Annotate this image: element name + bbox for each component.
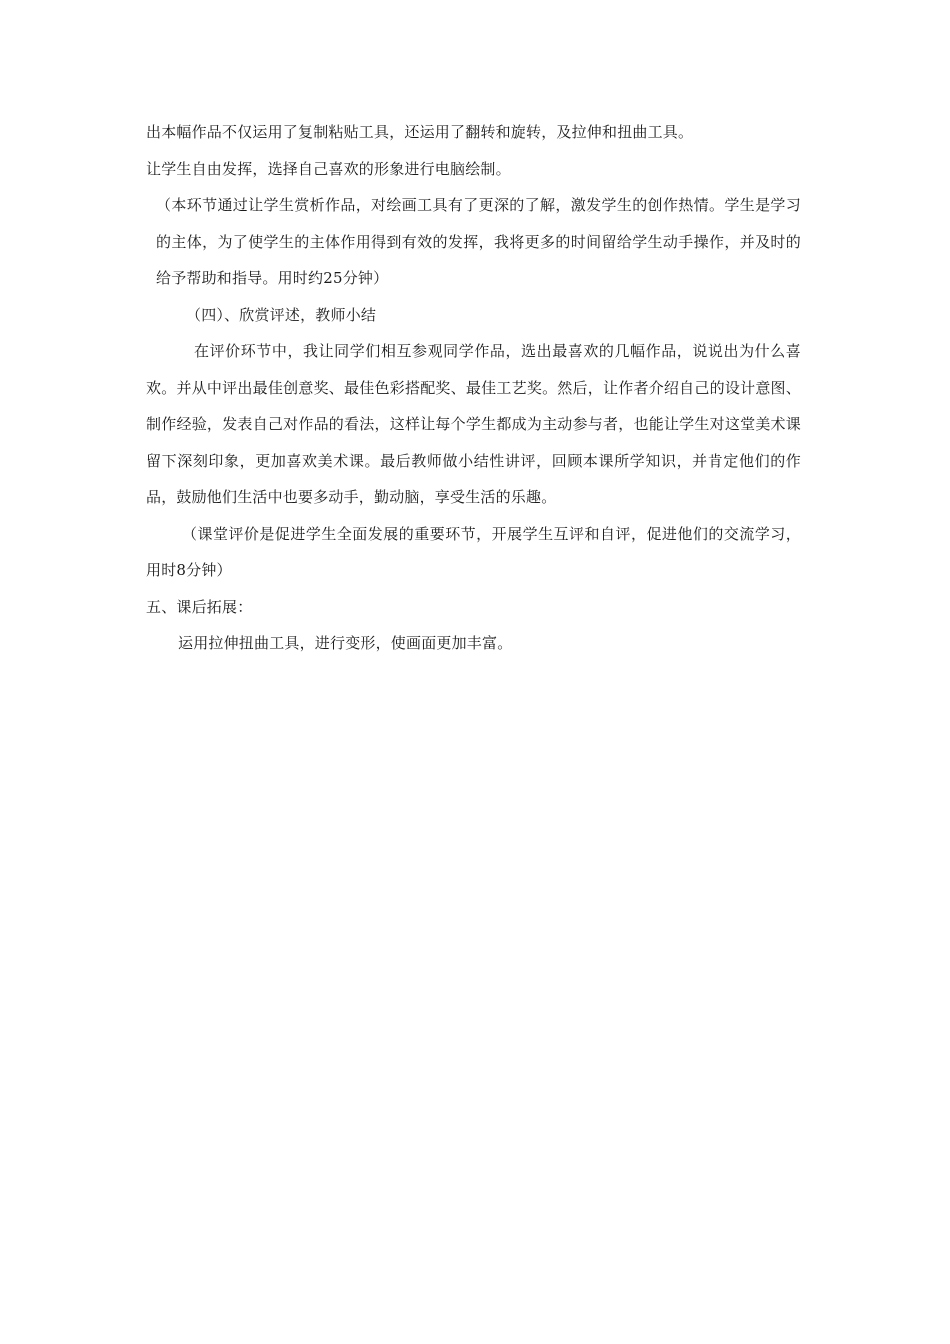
section-heading-extension: 五、课后拓展： — [146, 597, 253, 616]
paragraph-extension: 运用拉伸扭曲工具，进行变形，使画面更加丰富。 — [178, 634, 513, 652]
section-heading-appreciation-summary: （四）、欣赏评述，教师小结 — [186, 305, 377, 324]
paragraph-free-drawing: 让学生自由发挥，选择自己喜欢的形象进行电脑绘制。 — [146, 159, 511, 178]
paragraph-note-evaluation: （课堂评价是促进学生全面发展的重要环节，开展学生互评和自评，促进他们的交流学习，用时8分钟） — [146, 524, 801, 579]
paragraph-evaluation: 在评价环节中，我让同学们相互参观同学作品，选出最喜欢的几幅作品，说说出为什么喜欢。并从中评出最佳创意奖、最佳色彩搭配奖、最佳工艺奖。然后，让作者介绍自己的设计意图、制作经验，发表自己对作品的看法，这样让每个学生都成为主动参与者，也能让学生对这堂美术课留下深刻印象，更加喜欢美术课。最后教师做小结性讲评，回顾本课所学知识，并肯定他们的作品，鼓励他们生活中也要多动手，勤动脑，享受生活的乐趣。 — [146, 342, 801, 506]
document-body — [146, 114, 801, 662]
paragraph-tools-summary: 出本幅作品不仅运用了复制粘贴工具，还运用了翻转和旋转，及拉伸和扭曲工具。 — [146, 123, 694, 141]
paragraph-note-appreciation: （本环节通过让学生赏析作品，对绘画工具有了更深的了解，激发学生的创作热情。学生是学习的主体，为了使学生的主体作用得到有效的发挥，我将更多的时间留给学生动手操作，并及时的给予帮助和指导。用时约25分钟） — [156, 196, 801, 287]
